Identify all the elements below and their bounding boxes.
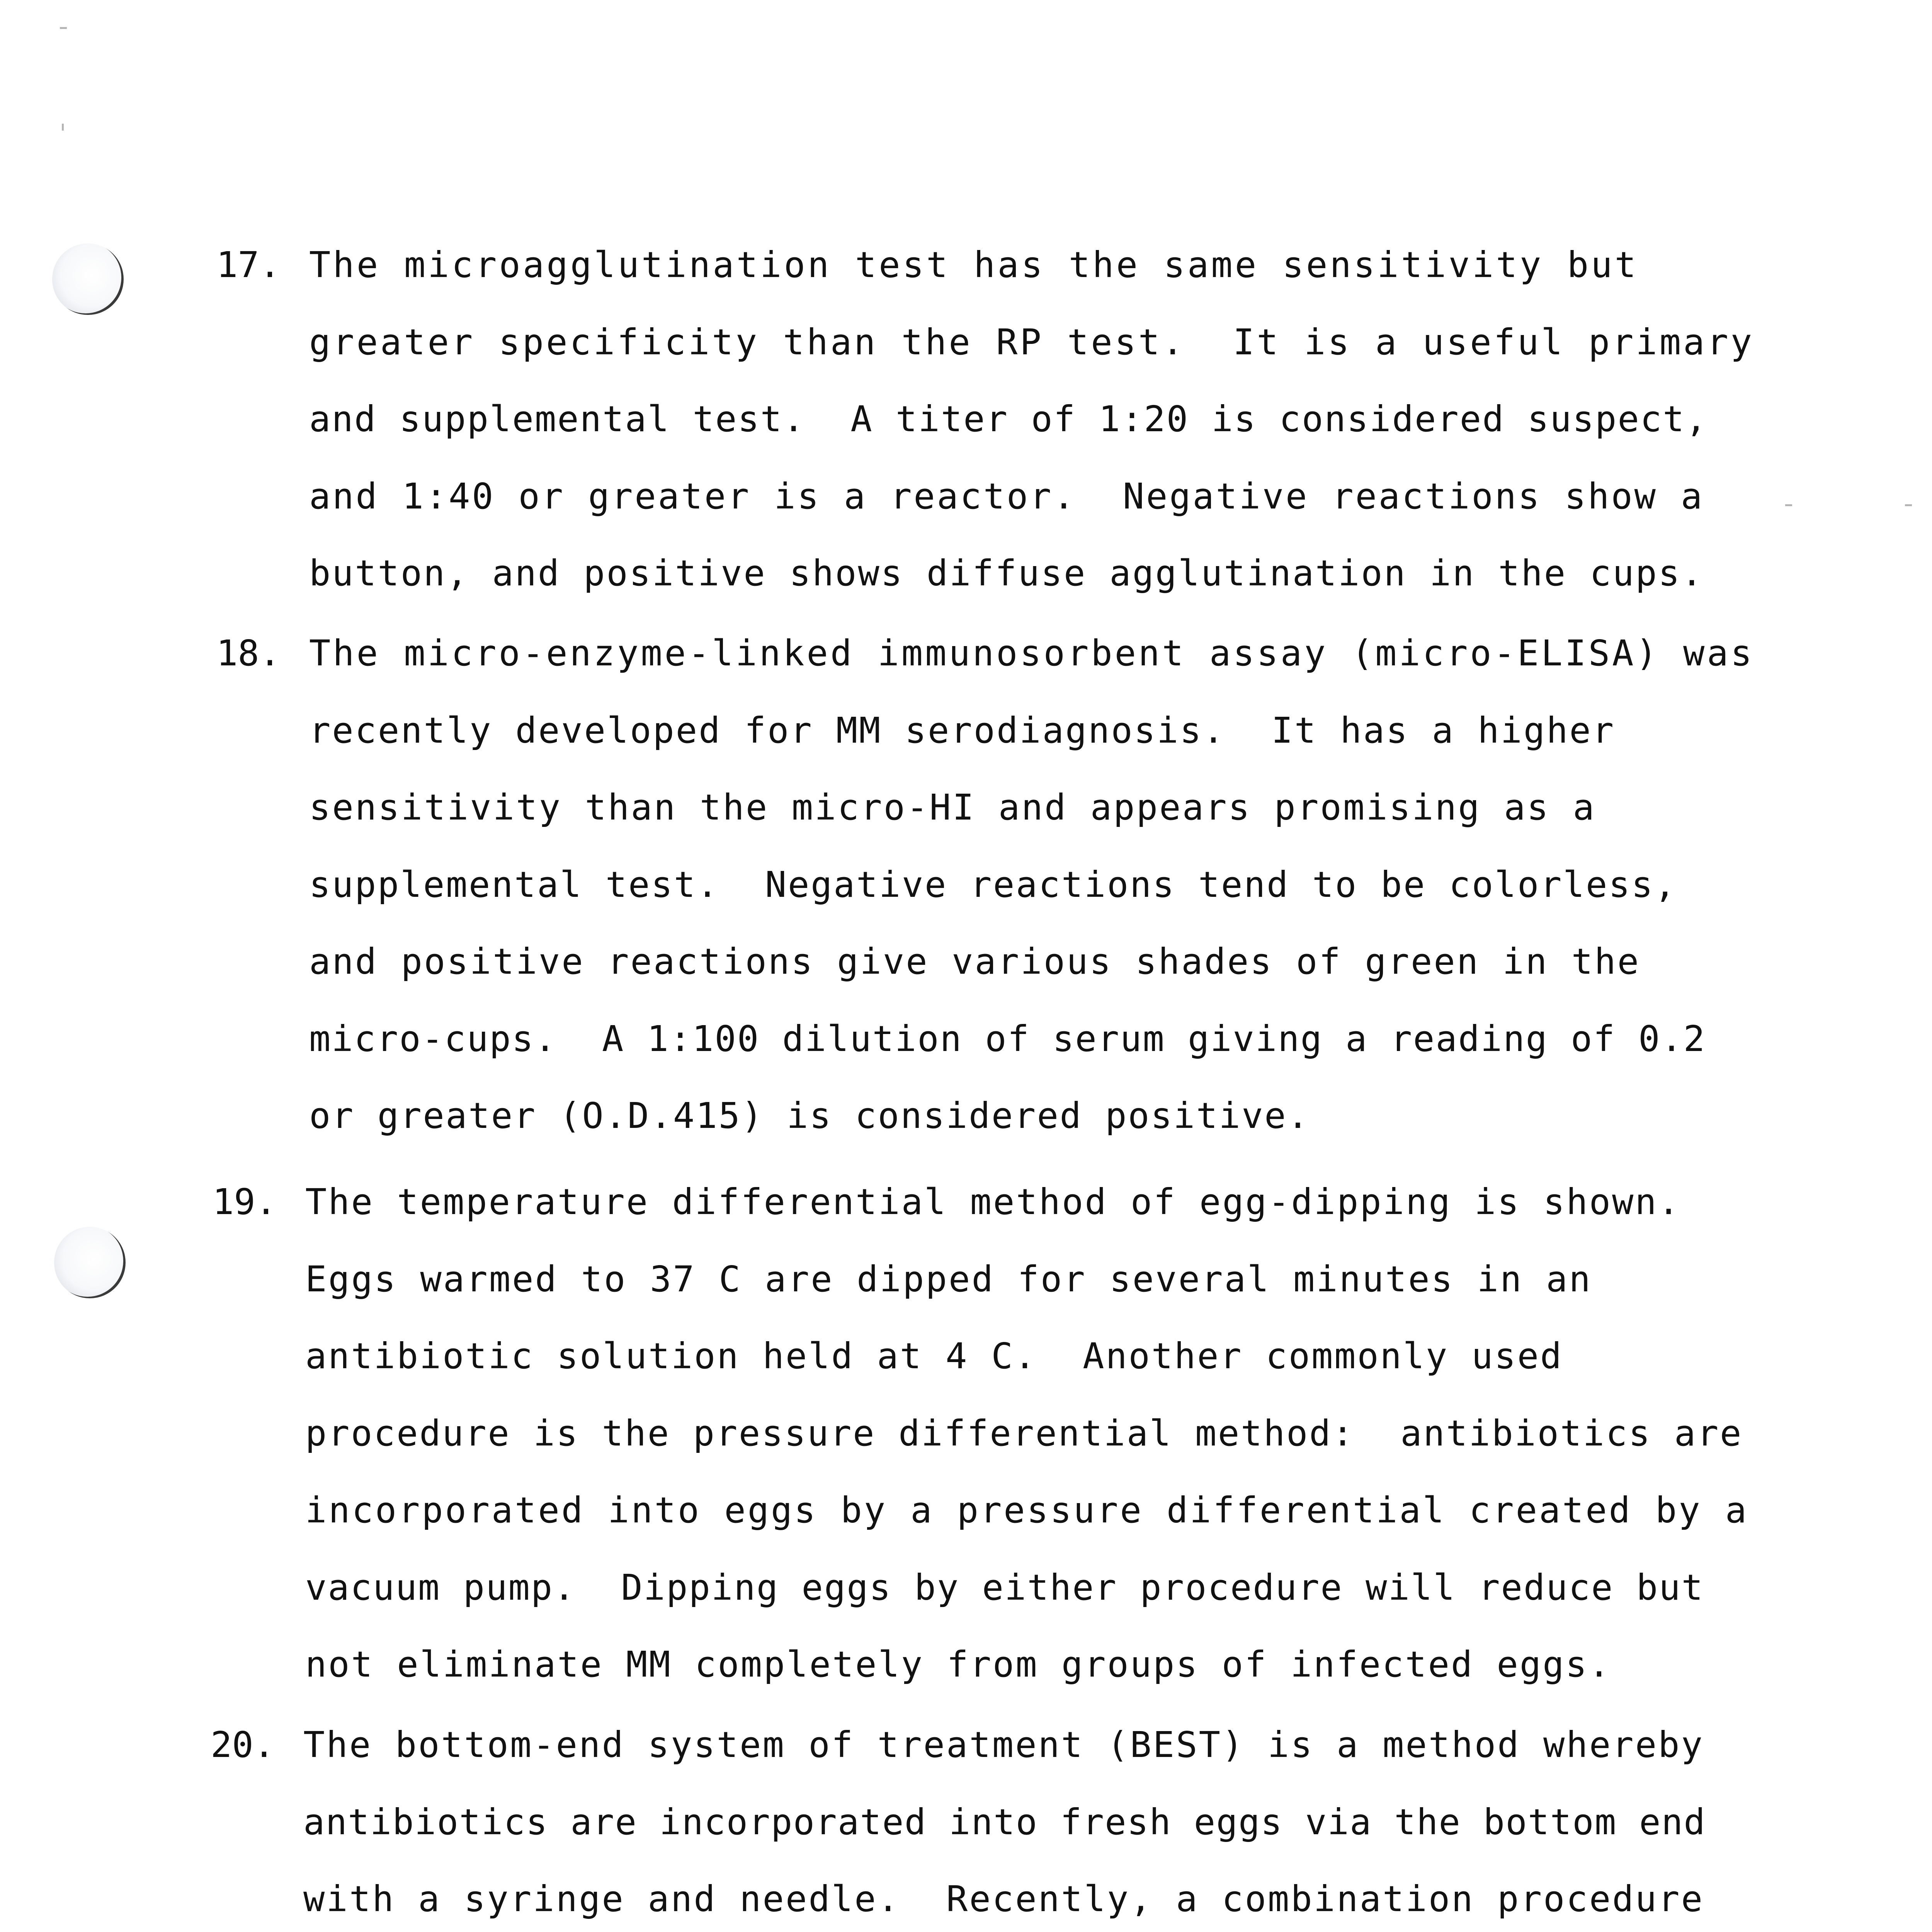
paragraph-line: The microagglutination test has the same sensitivity but [309,244,1638,286]
item-number: 20. [211,1724,275,1765]
paragraph-line: vacuum pump. Dipping eggs by either procedure will reduce but [305,1567,1704,1608]
paragraph-line: supplemental test. Negative reactions tend to be colorless, [309,864,1677,905]
paragraph-line: antibiotic solution held at 4 C. Another commonly used [305,1335,1563,1377]
paragraph-line: or greater (O.D.415) is considered positive. [309,1095,1310,1136]
paragraph-line: recently developed for MM serodiagnosis. It has a higher [309,710,1615,751]
paragraph-line: button, and positive shows diffuse agglutination in the cups. [309,553,1704,594]
paragraph-line: and supplemental test. A titer of 1:20 is considered suspect, [309,398,1708,440]
paragraph-line: procedure is the pressure differential method: antibiotics are [305,1413,1743,1454]
paragraph-line: The temperature differential method of egg-dipping is shown. [305,1181,1681,1223]
paragraph-line: Eggs warmed to 37 C are dipped for several minutes in an [305,1259,1592,1300]
item-number: 17. [216,244,281,286]
paragraph-line: and positive reactions give various shades of green in the [309,941,1640,982]
paragraph-line: incorporated into eggs by a pressure differential created by a [305,1490,1748,1531]
paragraph-line: The micro-enzyme-linked immunosorbent assay (micro-ELISA) was [309,633,1754,674]
paragraph-line: sensitivity than the micro-HI and appears promising as a [309,787,1596,828]
item-number: 19. [213,1181,277,1223]
item-number: 18. [216,633,281,674]
paragraph-line: with a syringe and needle. Recently, a combination procedure [303,1878,1704,1920]
paragraph-line: antibiotics are incorporated into fresh eggs via the bottom end [303,1801,1706,1843]
paragraph-line: The bottom-end system of treatment (BEST) is a method whereby [303,1724,1704,1765]
paragraph-line: greater specificity than the RP test. It is a useful primary [309,321,1754,363]
paragraph-line: not eliminate MM completely from groups of infected eggs. [305,1644,1611,1685]
paragraph-line: and 1:40 or greater is a reactor. Negative reactions show a [309,476,1704,517]
paragraph-line: micro-cups. A 1:100 dilution of serum giving a reading of 0.2 [309,1018,1706,1060]
